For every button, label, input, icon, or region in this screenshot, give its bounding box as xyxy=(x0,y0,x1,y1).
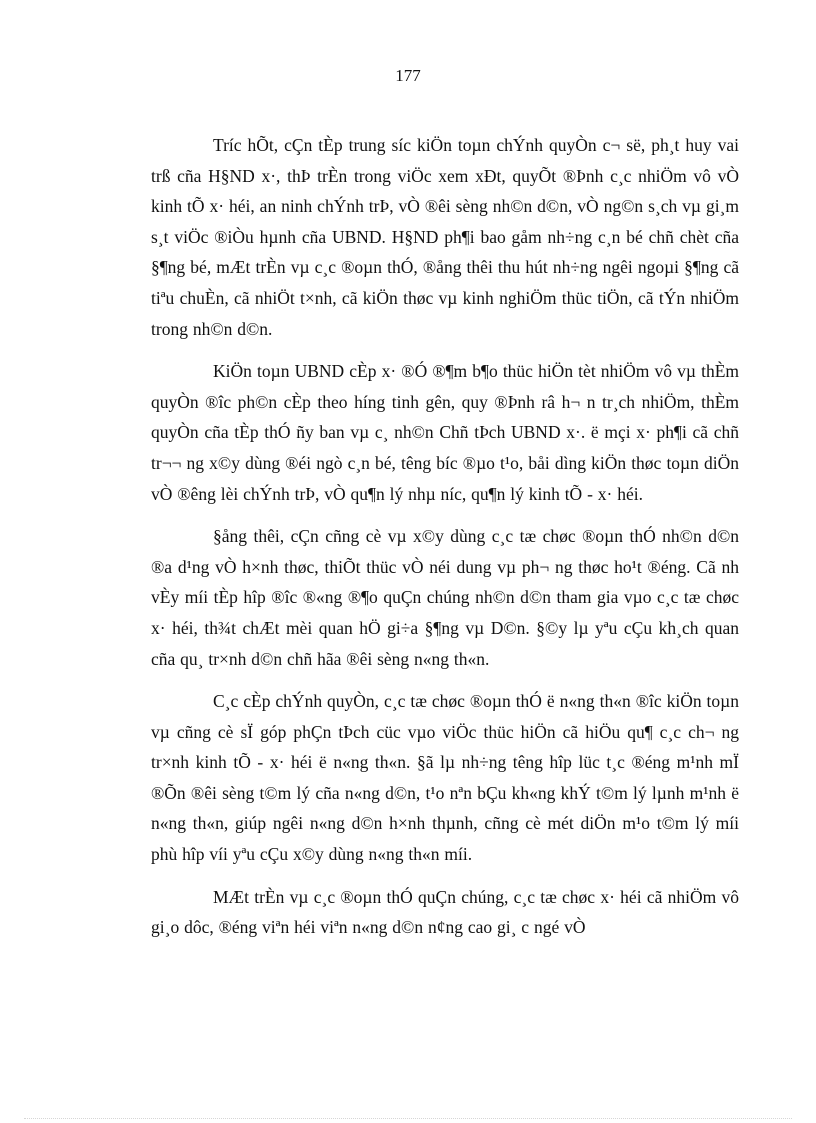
paragraph: KiÖn toµn UBND cÈp x· ®Ó ®¶m b¶o thüc hiÖn tèt nhiÖm vô vµ thÈm quyÒn ®îc ph©n cÈp theo híng tinh gên, quy ®Þnh râ h¬ n tr¸ch nhiÖm, thÈm quyÒn cña tÈp thÓ ñy ban vµ c¸ nh©n Chñ tÞch UBND x·. ë mçi x· ph¶i cã chñ tr¬¬ ng x©y dùng ®éi ngò c¸n bé, têng bíc ®µo t¹o, båi dìng kiÖn thøc toµn diÖn vÒ ®êng lèi chÝnh trÞ, vÒ qu¶n lý nhµ níc, qu¶n lý kinh tÕ - x· héi. xyxy=(151,361,739,504)
paragraph: MÆt trÈn vµ c¸c ®oµn thÓ quÇn chúng, c¸c tæ chøc x· héi cã nhiÖm vô gi¸o dôc, ®éng viªn héi viªn n«ng d©n n¢ng cao gi¸ c ngé vÒ xyxy=(151,886,739,938)
paragraph: C¸c cÈp chÝnh quyÒn, c¸c tæ chøc ®oµn thÓ ë n«ng th«n ®îc kiÖn toµn vµ cñng cè sÏ góp phÇn tÞch cüc vµo viÖc thüc hiÖn cã hiÖu qu¶ c¸c ch¬ ng tr×nh kinh tÕ - x· héi ë n«ng th«n. §ã lµ nh÷ng têng hîp lüc t¸c ®éng m¹nh mÏ ®Õn ®êi sèng t©m lý cña n«ng d©n, t¹o nªn bÇu kh«ng khÝ t©m lý lµnh m¹nh ë n«ng th«n, giúp ngêi n«ng d©n h×nh thµnh, cñng cè mét diÖn m¹o t©m lý míi phù hîp víi yªu cÇu x©y dùng n«ng th«n míi. xyxy=(151,691,739,865)
paragraph: §ång thêi, cÇn cñng cè vµ x©y dùng c¸c tæ chøc ®oµn thÓ nh©n d©n ®a d¹ng vÒ h×nh thøc, thiÕt thüc vÒ néi dung vµ ph¬ ng thøc ho¹t ®éng. Cã nh vÈy míi tÈp hîp ®îc ®«ng ®¶o quÇn chúng nh©n d©n tham gia vµo c¸c tæ chøc x· héi, th¾t chÆt mèi quan hÖ gi÷a §¶ng vµ D©n. §©y lµ yªu cÇu kh¸ch quan cña qu¸ tr×nh d©n chñ hãa ®êi sèng n«ng th«n. xyxy=(151,526,739,669)
page-bottom-divider xyxy=(24,1118,792,1119)
page-number: 177 xyxy=(395,66,421,85)
body-text xyxy=(151,130,739,955)
paragraph: Tríc hÕt, cÇn tÈp trung síc kiÖn toµn chÝnh quyÒn c¬ së, ph¸t huy vai trß cña H§ND x·, thÞ trÈn trong viÖc xem xÐt, quyÕt ®Þnh c¸c nhiÖm vô vÒ kinh tÕ x· héi, an ninh chÝnh trÞ, vÒ ®êi sèng nh©n d©n, vÒ ng©n s¸ch vµ gi¸m s¸t viÖc ®iÒu hµnh cña UBND. H§ND ph¶i bao gåm nh÷ng c¸n bé chñ chèt cña §¶ng bé, mÆt trÈn vµ c¸c ®oµn thÓ, ®ång thêi thu hút nh÷ng ngêi ngoµi §¶ng cã tiªu chuÈn, cã nhiÖt t×nh, cã kiÖn thøc vµ kinh nghiÖm thüc tiÖn, cã tÝn nhiÖm trong nh©n d©n. xyxy=(151,135,739,339)
